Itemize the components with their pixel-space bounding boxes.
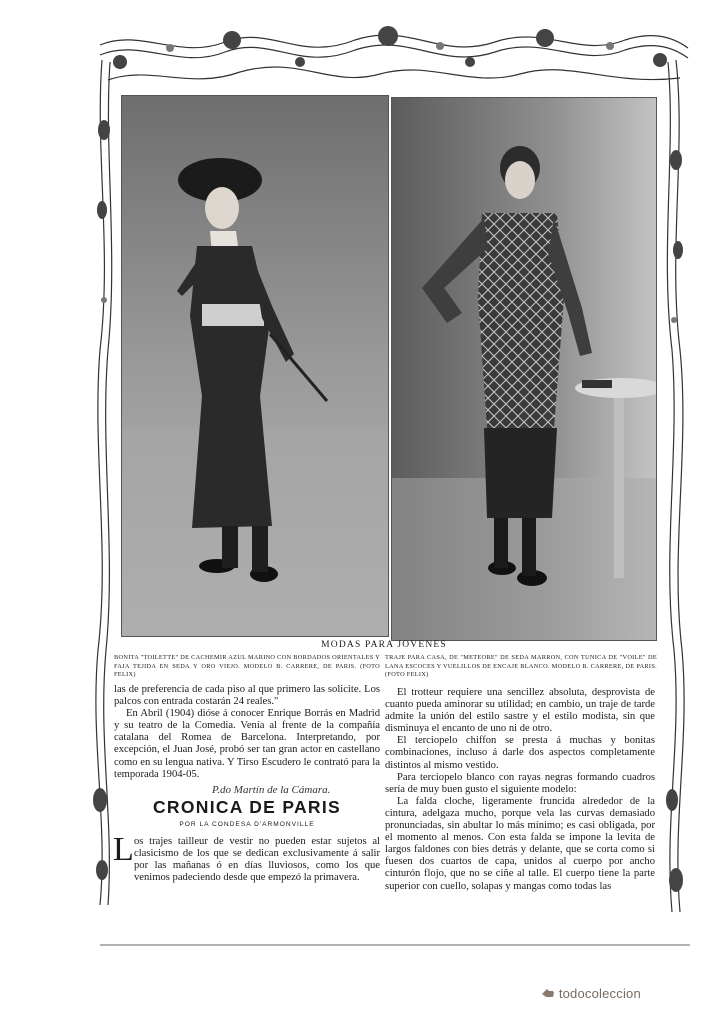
paragraph: El trotteur requiere una sencillez absoluta, desprovista de cuanto pueda aminorar su utilidad; en cambio, un traje de tarde admite la unión del estilo sastre y el estilo modista, sin que disminuya el encanto de uno ni de otro.	[385, 687, 655, 735]
watermark-text: todocoleccion	[558, 986, 641, 1001]
paragraph: os trajes tailleur de vestir no pueden estar sujetos al clasicismo de los que se dedican exclusivamente á salir por las mañanas ó en días lluviosos, como los que venimos padeciendo desde que empezó la primavera.	[134, 836, 380, 884]
article-column-right	[385, 687, 655, 893]
drop-cap: L	[113, 831, 134, 868]
paragraph: La falda cloche, ligeramente fruncida alrededor de la cintura, adelgaza mucho, porque vela las curvas demasiado pronunciadas, sin abultar lo más mínimo; es casi obligada, por el momento al menos. Con esta falda se impone la levita de largos faldones con bies detrás y delante, que se corta como si fuesen dos cuartos de capa, unidos al cuerpo por ancho cinturón flojo, que no se ciñe al talle. El cuerpo tiene la parte superior con cuello, solapas y mangas como todas las	[385, 795, 655, 892]
article-column-left-top	[114, 684, 380, 781]
article-title: CRONICA DE PARIS	[152, 797, 342, 817]
paragraph: El terciopelo chiffon se presta á muchas y bonitas combinaciones, incluso á darle dos aspectos completamente distintos al mismo vestido.	[385, 735, 655, 771]
author-signature: P.do Martín de la Cámara.	[212, 784, 331, 796]
photo-left-blue-cashmere-toilette	[121, 95, 389, 637]
article-column-left-bottom	[114, 836, 380, 884]
hand-icon	[541, 987, 555, 999]
photo-caption-left: BONITA "TOILETTE" DE CACHEMIR AZUL MARINO CON BORDADOS ORIENTALES Y FAJA TEJIDA EN SEDA Y ORO VIEJO. MODELO B. CARRERE, DE PARIS. (FOTO FELIX)	[114, 654, 380, 678]
site-watermark	[541, 986, 641, 1001]
section-heading: MODAS PARA JOVENES	[321, 640, 447, 650]
article-byline: POR LA CONDESA D'ARMONVILLE	[179, 821, 315, 828]
photo-caption-right: TRAJE PARA CASA, DE "METEORE" DE SEDA MARRON, CON TUNICA DE "VOILE" DE LANA ESCOCES Y VUELILLOS DE ENCAJE BLANCO. MODELO B. CARRERE, DE PARIS. (FOTO FELIX)	[385, 654, 657, 678]
photo-right-brown-silk-dress	[391, 97, 657, 641]
paragraph: las de preferencia de cada piso al que primero las solicite. Los palcos con entrada costarán 24 reales."	[114, 684, 380, 708]
paragraph: En Abril (1904) dióse á conocer Enrique Borrás en Madrid y su teatro de la Comedia. Venía al frente de la compañía catalana del Romea de Barcelona. Interpretando, por excepción, el Juan José, probó ser tan gran actor en castellano como en su lengua nativa. Y Tirso Escudero le contrató para la temporada 1904-05.	[114, 708, 380, 780]
paragraph: Para terciopelo blanco con rayas negras formando cuadros sería de muy buen gusto el siguiente modelo:	[385, 771, 655, 795]
